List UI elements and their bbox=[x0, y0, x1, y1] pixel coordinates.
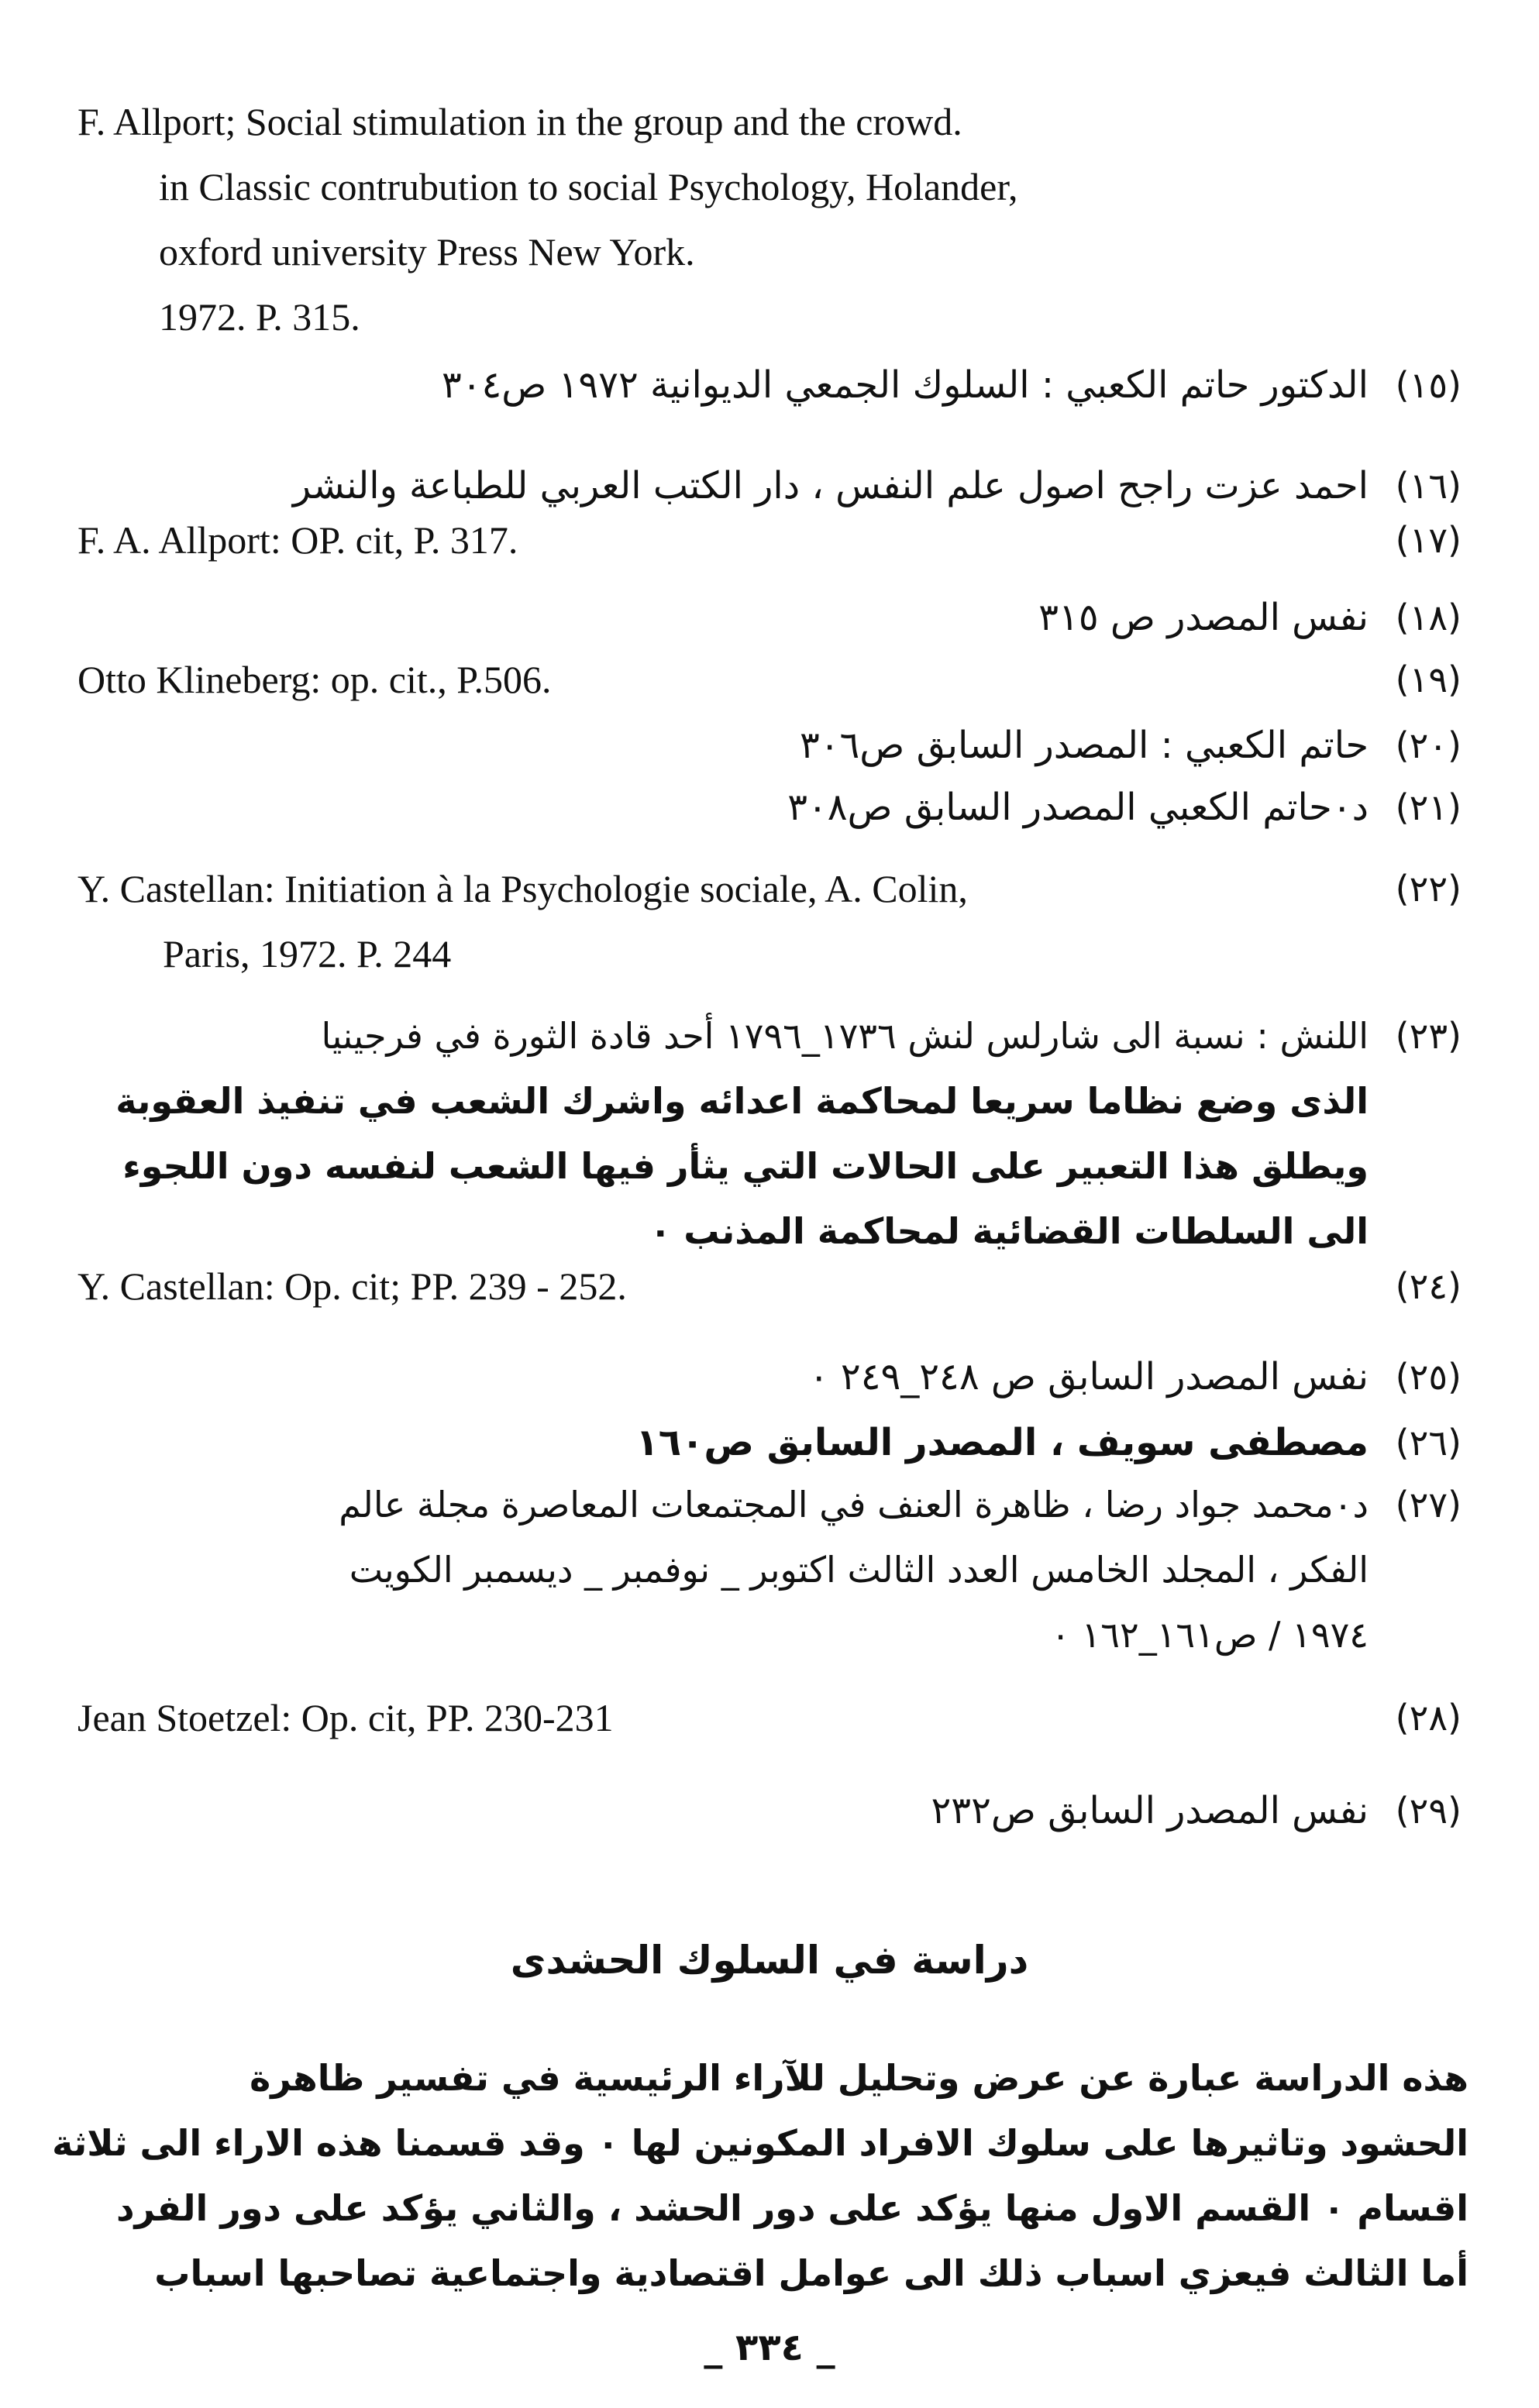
footnote-number: (٢٠) bbox=[1395, 724, 1462, 766]
footnote-text: نفس المصدر السابق ص ٢٤٨_٢٤٩ ٠ bbox=[808, 1355, 1369, 1398]
footnote-number: (٢٢) bbox=[1395, 868, 1462, 910]
footnote-number: (٢٩) bbox=[1395, 1790, 1462, 1832]
reference-line: F. Allport; Social stimulation in the group and the crowd. bbox=[77, 100, 962, 143]
footnote-text bbox=[77, 856, 1353, 986]
footnote-number: (١٥) bbox=[1395, 364, 1462, 406]
reference-allport-crowd bbox=[77, 89, 1356, 349]
footnote-number: (١٦) bbox=[1395, 465, 1462, 507]
page-number: _ ٣٣٤ _ bbox=[704, 2326, 835, 2369]
footnote-text: Y. Castellan: Op. cit; PP. 239 - 252. bbox=[77, 1264, 627, 1308]
footnote-text: Jean Stoetzel: Op. cit, PP. 230-231 bbox=[77, 1696, 614, 1739]
footnote-number: (٢٨) bbox=[1395, 1697, 1462, 1739]
footnote-text: Otto Klineberg: op. cit., P.506. bbox=[77, 658, 552, 701]
footnote-text: نفس المصدر السابق ص٢٣٢ bbox=[931, 1789, 1369, 1832]
footnote-text: الدكتور حاتم الكعبي : السلوك الجمعي الديوانية ١٩٧٢ ص٣٠٤ bbox=[441, 363, 1369, 407]
body-line: أما الثالث فيعزي اسباب ذلك الى عوامل اقتصادية واجتماعية تصاحبها اسباب bbox=[154, 2252, 1468, 2294]
body-line: هذه الدراسة عبارة عن عرض وتحليل للآراء الرئيسية في تفسير ظاهرة bbox=[250, 2057, 1468, 2099]
section-heading: دراسة في السلوك الحشدى bbox=[510, 1938, 1029, 1983]
footnote-line: ١٩٧٤ / ص١٦١_١٦٢ ٠ bbox=[1051, 1614, 1369, 1656]
body-line: اقسام ٠ القسم الاول منها يؤكد على دور الحشد ، والثاني يؤكد على دور الفرد bbox=[115, 2187, 1468, 2229]
footnote-text bbox=[93, 1003, 1369, 1264]
footnote-text: مصطفى سويف ، المصدر السابق ص١٦٠ bbox=[635, 1421, 1369, 1464]
footnote-number: (١٧) bbox=[1395, 519, 1462, 561]
footnote-text bbox=[93, 1472, 1369, 1667]
reference-line: 1972. P. 315. bbox=[159, 295, 360, 339]
footnote-number: (٢٣) bbox=[1395, 1015, 1462, 1057]
footnote-text: حاتم الكعبي : المصدر السابق ص٣٠٦ bbox=[799, 724, 1369, 767]
footnote-number: (١٨) bbox=[1395, 597, 1462, 638]
body-line: الحشود وتاثيرها على سلوك الافراد المكونين لها ٠ وقد قسمنا هذه الاراء الى ثلاثة bbox=[52, 2122, 1468, 2164]
footnote-line: الفكر ، المجلد الخامس العدد الثالث اكتوبر _ نوفمبر _ ديسمبر الكويت bbox=[349, 1549, 1369, 1591]
footnote-line: د٠محمد جواد رضا ، ظاهرة العنف في المجتمعات المعاصرة مجلة عالم bbox=[339, 1484, 1369, 1526]
footnote-text: نفس المصدر ص ٣١٥ bbox=[1038, 596, 1369, 639]
footnote-line: Paris, 1972. P. 244 bbox=[163, 932, 452, 975]
footnote-text: د٠حاتم الكعبي المصدر السابق ص٣٠٨ bbox=[787, 786, 1369, 829]
footnote-number: (٢٥) bbox=[1395, 1356, 1462, 1398]
footnote-number: (٢١) bbox=[1395, 786, 1462, 828]
footnote-number: (٢٧) bbox=[1395, 1484, 1462, 1526]
footnote-number: (١٩) bbox=[1395, 659, 1462, 700]
footnote-line: الذى وضع نظاما سريعا لمحاكمة اعدائه واشرك الشعب في تنفيذ العقوبة bbox=[115, 1080, 1369, 1122]
footnote-text: احمد عزت راجح اصول علم النفس ، دار الكتب العربي للطباعة والنشر bbox=[292, 464, 1369, 507]
footnote-line: ويطلق هذا التعبير على الحالات التي يثأر فيها الشعب لنفسه دون اللجوء bbox=[122, 1145, 1369, 1187]
footnote-number: (٢٤) bbox=[1395, 1265, 1462, 1307]
footnote-number: (٢٦) bbox=[1395, 1422, 1462, 1464]
body-paragraph bbox=[52, 2045, 1468, 2306]
footnote-text: F. A. Allport: OP. cit, P. 317. bbox=[77, 518, 518, 562]
footnote-line: الى السلطات القضائية لمحاكمة المذنب ٠ bbox=[649, 1210, 1369, 1252]
reference-line: in Classic contrubution to social Psychology, Holander, bbox=[159, 165, 1018, 208]
reference-line: oxford university Press New York. bbox=[159, 230, 695, 273]
footnote-line: Y. Castellan: Initiation à la Psychologie sociale, A. Colin, bbox=[77, 867, 968, 910]
footnote-line: اللنش : نسبة الى شارلس لنش ١٧٣٦_١٧٩٦ أحد قادة الثورة في فرجينيا bbox=[321, 1015, 1369, 1057]
